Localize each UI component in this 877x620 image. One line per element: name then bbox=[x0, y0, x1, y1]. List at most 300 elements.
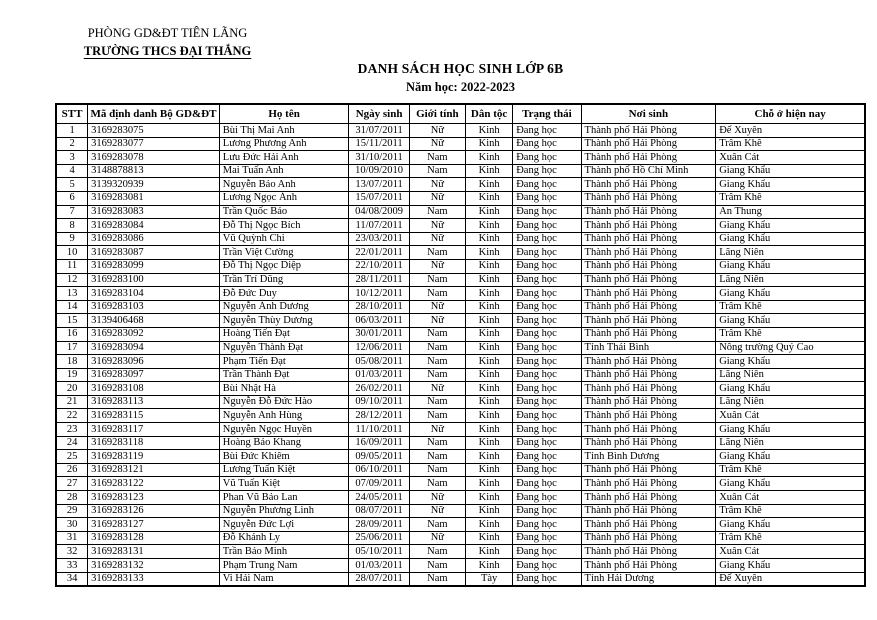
table-cell: Nữ bbox=[409, 491, 465, 505]
table-cell: Kinh bbox=[466, 124, 513, 138]
table-cell: Giang Khẩu bbox=[716, 178, 865, 192]
table-cell: 10/09/2010 bbox=[349, 164, 409, 178]
table-cell: Nam bbox=[409, 205, 465, 219]
table-row bbox=[56, 124, 865, 138]
table-cell: Thành phố Hải Phòng bbox=[581, 531, 716, 545]
table-cell: 3169283119 bbox=[88, 450, 220, 464]
table-cell: Kinh bbox=[466, 191, 513, 205]
table-cell: Kinh bbox=[466, 491, 513, 505]
table-cell: Phạm Tiến Đạt bbox=[219, 355, 349, 369]
table-cell: 3148878813 bbox=[88, 164, 220, 178]
table-cell: Nam bbox=[409, 327, 465, 341]
table-cell: Nông trường Quý Cao bbox=[716, 341, 865, 355]
table-row bbox=[56, 395, 865, 409]
table-cell: 3169283087 bbox=[88, 246, 220, 260]
table-cell: 17 bbox=[56, 341, 88, 355]
table-cell: Nam bbox=[409, 151, 465, 165]
table-cell: 13 bbox=[56, 287, 88, 301]
table-cell: Nam bbox=[409, 463, 465, 477]
table-row bbox=[56, 232, 865, 246]
table-cell: Đang học bbox=[513, 545, 581, 559]
table-cell: 3169283083 bbox=[88, 205, 220, 219]
table-cell: Thành phố Hải Phòng bbox=[581, 477, 716, 491]
table-cell: Đang học bbox=[513, 232, 581, 246]
table-cell: Mai Tuấn Anh bbox=[219, 164, 349, 178]
table-cell: 24 bbox=[56, 436, 88, 450]
column-header: Dân tộc bbox=[466, 104, 513, 124]
table-row bbox=[56, 246, 865, 260]
table-cell: Thành phố Hải Phòng bbox=[581, 287, 716, 301]
table-cell: Phạm Trung Nam bbox=[219, 559, 349, 573]
table-row bbox=[56, 314, 865, 328]
table-cell: Xuân Cát bbox=[716, 151, 865, 165]
table-cell: Vũ Tuấn Kiệt bbox=[219, 477, 349, 491]
table-cell: Giang Khẩu bbox=[716, 477, 865, 491]
table-cell: Thành phố Hải Phòng bbox=[581, 246, 716, 260]
column-header: Giới tính bbox=[409, 104, 465, 124]
table-cell: Hoàng Bảo Khang bbox=[219, 436, 349, 450]
table-cell: Thành phố Hải Phòng bbox=[581, 300, 716, 314]
table-cell: Kinh bbox=[466, 545, 513, 559]
table-cell: Nữ bbox=[409, 314, 465, 328]
table-cell: Kinh bbox=[466, 463, 513, 477]
table-row bbox=[56, 423, 865, 437]
table-cell: Lãng Niên bbox=[716, 246, 865, 260]
table-cell: Đang học bbox=[513, 368, 581, 382]
table-cell: Kinh bbox=[466, 409, 513, 423]
table-cell: Kinh bbox=[466, 368, 513, 382]
table-cell: Giang Khẩu bbox=[716, 259, 865, 273]
table-cell: Thành phố Hải Phòng bbox=[581, 151, 716, 165]
table-cell: Nam bbox=[409, 572, 465, 586]
table-cell: Giang Khẩu bbox=[716, 450, 865, 464]
table-cell: Lưu Đức Hải Anh bbox=[219, 151, 349, 165]
table-cell: Kinh bbox=[466, 246, 513, 260]
table-cell: 14 bbox=[56, 300, 88, 314]
table-cell: Trần Bảo Minh bbox=[219, 545, 349, 559]
table-cell: Kinh bbox=[466, 137, 513, 151]
table-cell: Trâm Khê bbox=[716, 137, 865, 151]
table-cell: Thành phố Hải Phòng bbox=[581, 545, 716, 559]
table-cell: Để Xuyên bbox=[716, 572, 865, 586]
table-cell: 3169283128 bbox=[88, 531, 220, 545]
table-row bbox=[56, 273, 865, 287]
table-cell: Nguyễn Ngọc Huyền bbox=[219, 423, 349, 437]
table-cell: Đang học bbox=[513, 491, 581, 505]
table-cell: Thành phố Hồ Chí Minh bbox=[581, 164, 716, 178]
table-cell: Kinh bbox=[466, 273, 513, 287]
table-cell: Đỗ Đức Duy bbox=[219, 287, 349, 301]
table-cell: Trần Quốc Bảo bbox=[219, 205, 349, 219]
table-cell: 26 bbox=[56, 463, 88, 477]
table-cell: 30/01/2011 bbox=[349, 327, 409, 341]
table-cell: Trần Thành Đạt bbox=[219, 368, 349, 382]
table-cell: 3169283075 bbox=[88, 124, 220, 138]
table-cell: Đang học bbox=[513, 151, 581, 165]
table-cell: 22/01/2011 bbox=[349, 246, 409, 260]
table-cell: Thành phố Hải Phòng bbox=[581, 382, 716, 396]
table-cell: 15/11/2011 bbox=[349, 137, 409, 151]
column-header: Ngày sinh bbox=[349, 104, 409, 124]
table-row bbox=[56, 137, 865, 151]
table-cell: 09/10/2011 bbox=[349, 395, 409, 409]
table-cell: Đang học bbox=[513, 463, 581, 477]
table-cell: 26/02/2011 bbox=[349, 382, 409, 396]
table-cell: Giang Khẩu bbox=[716, 314, 865, 328]
table-cell: Thành phố Hải Phòng bbox=[581, 232, 716, 246]
table-cell: Lương Ngọc Ánh bbox=[219, 191, 349, 205]
table-cell: Nữ bbox=[409, 178, 465, 192]
table-cell: Đang học bbox=[513, 559, 581, 573]
table-cell: 23 bbox=[56, 423, 88, 437]
table-cell: 3169283086 bbox=[88, 232, 220, 246]
table-cell: 12 bbox=[56, 273, 88, 287]
table-cell: 25 bbox=[56, 450, 88, 464]
table-cell: Thành phố Hải Phòng bbox=[581, 355, 716, 369]
table-cell: Kinh bbox=[466, 450, 513, 464]
table-cell: 25/06/2011 bbox=[349, 531, 409, 545]
table-row bbox=[56, 259, 865, 273]
table-cell: 31/10/2011 bbox=[349, 151, 409, 165]
table-cell: 3169283099 bbox=[88, 259, 220, 273]
table-cell: Đỗ Khánh Ly bbox=[219, 531, 349, 545]
table-cell: Để Xuyên bbox=[716, 124, 865, 138]
table-cell: 28/12/2011 bbox=[349, 409, 409, 423]
table-cell: 3169283121 bbox=[88, 463, 220, 477]
table-cell: Vi Hải Nam bbox=[219, 572, 349, 586]
table-cell: Kinh bbox=[466, 341, 513, 355]
table-cell: Nam bbox=[409, 450, 465, 464]
table-cell: 3169283132 bbox=[88, 559, 220, 573]
table-cell: Trâm Khê bbox=[716, 463, 865, 477]
table-row bbox=[56, 219, 865, 233]
table-cell: Nam bbox=[409, 246, 465, 260]
table-cell: 4 bbox=[56, 164, 88, 178]
table-cell: 33 bbox=[56, 559, 88, 573]
table-cell: Kinh bbox=[466, 559, 513, 573]
table-cell: 3169283084 bbox=[88, 219, 220, 233]
table-cell: Thành phố Hải Phòng bbox=[581, 395, 716, 409]
table-cell: 3169283078 bbox=[88, 151, 220, 165]
table-cell: 30 bbox=[56, 518, 88, 532]
table-cell: Kinh bbox=[466, 436, 513, 450]
column-header: STT bbox=[56, 104, 88, 124]
table-cell: Thành phố Hải Phòng bbox=[581, 436, 716, 450]
table-cell: 11 bbox=[56, 259, 88, 273]
table-cell: Thành phố Hải Phòng bbox=[581, 368, 716, 382]
table-cell: Nữ bbox=[409, 232, 465, 246]
table-cell: Thành phố Hải Phòng bbox=[581, 409, 716, 423]
table-cell: 3169283127 bbox=[88, 518, 220, 532]
table-cell: 3169283126 bbox=[88, 504, 220, 518]
table-cell: Nguyễn Thùy Dương bbox=[219, 314, 349, 328]
table-cell: Kinh bbox=[466, 151, 513, 165]
table-cell: Đang học bbox=[513, 124, 581, 138]
table-cell: Đang học bbox=[513, 436, 581, 450]
table-cell: 22/10/2011 bbox=[349, 259, 409, 273]
table-row bbox=[56, 531, 865, 545]
table-cell: Kinh bbox=[466, 300, 513, 314]
table-cell: Bùi Đức Khiêm bbox=[219, 450, 349, 464]
table-cell: Đang học bbox=[513, 246, 581, 260]
table-row bbox=[56, 559, 865, 573]
table-cell: 28/07/2011 bbox=[349, 572, 409, 586]
table-row bbox=[56, 436, 865, 450]
table-cell: Nam bbox=[409, 355, 465, 369]
table-cell: 31/07/2011 bbox=[349, 124, 409, 138]
table-cell: Đang học bbox=[513, 191, 581, 205]
table-cell: 13/07/2011 bbox=[349, 178, 409, 192]
table-cell: 3169283123 bbox=[88, 491, 220, 505]
table-cell: 28/11/2011 bbox=[349, 273, 409, 287]
table-cell: 12/06/2011 bbox=[349, 341, 409, 355]
table-cell: Nguyễn Đỗ Đức Hào bbox=[219, 395, 349, 409]
table-cell: 28/10/2011 bbox=[349, 300, 409, 314]
table-cell: Tỉnh Hải Dương bbox=[581, 572, 716, 586]
table-cell: Đang học bbox=[513, 341, 581, 355]
table-cell: Lãng Niên bbox=[716, 395, 865, 409]
table-cell: Đang học bbox=[513, 504, 581, 518]
table-cell: Nữ bbox=[409, 259, 465, 273]
table-cell: Vũ Quỳnh Chi bbox=[219, 232, 349, 246]
table-cell: 34 bbox=[56, 572, 88, 586]
table-cell: Kinh bbox=[466, 504, 513, 518]
table-cell: 05/08/2011 bbox=[349, 355, 409, 369]
table-cell: Lương Phương Anh bbox=[219, 137, 349, 151]
table-cell: Thành phố Hải Phòng bbox=[581, 559, 716, 573]
table-cell: Kinh bbox=[466, 287, 513, 301]
document-title: DANH SÁCH HỌC SINH LỚP 6B bbox=[357, 61, 564, 76]
table-cell: An Thung bbox=[716, 205, 865, 219]
table-cell: 31 bbox=[56, 531, 88, 545]
table-cell: Đang học bbox=[513, 273, 581, 287]
table-cell: 3169283081 bbox=[88, 191, 220, 205]
table-cell: 3169283108 bbox=[88, 382, 220, 396]
table-cell: Nam bbox=[409, 436, 465, 450]
table-cell: Thành phố Hải Phòng bbox=[581, 327, 716, 341]
table-cell: Trâm Khê bbox=[716, 531, 865, 545]
table-cell: Nữ bbox=[409, 300, 465, 314]
table-cell: Đang học bbox=[513, 477, 581, 491]
table-cell: Kinh bbox=[466, 355, 513, 369]
table-cell: 10/12/2011 bbox=[349, 287, 409, 301]
table-cell: Nguyễn Đức Lợi bbox=[219, 518, 349, 532]
table-cell: Lãng Niên bbox=[716, 368, 865, 382]
table-cell: 01/03/2011 bbox=[349, 559, 409, 573]
table-cell: 2 bbox=[56, 137, 88, 151]
table-cell: Nữ bbox=[409, 504, 465, 518]
table-cell: Đang học bbox=[513, 164, 581, 178]
table-cell: Đang học bbox=[513, 259, 581, 273]
table-cell: 7 bbox=[56, 205, 88, 219]
column-header: Trạng thái bbox=[513, 104, 581, 124]
table-cell: Đỗ Thị Ngọc Diệp bbox=[219, 259, 349, 273]
table-cell: 08/07/2011 bbox=[349, 504, 409, 518]
table-cell: Đang học bbox=[513, 518, 581, 532]
column-header: Chỗ ở hiện nay bbox=[716, 104, 865, 124]
table-cell: Đang học bbox=[513, 409, 581, 423]
table-row bbox=[56, 518, 865, 532]
header-row bbox=[56, 104, 865, 124]
table-cell: 3169283131 bbox=[88, 545, 220, 559]
school-year-subtitle: Năm học: 2022-2023 bbox=[405, 79, 515, 94]
table-cell: Thành phố Hải Phòng bbox=[581, 504, 716, 518]
table-cell: Đang học bbox=[513, 219, 581, 233]
column-header: Mã định danh Bộ GD&ĐT bbox=[88, 104, 220, 124]
table-cell: Kinh bbox=[466, 327, 513, 341]
table-cell: Thành phố Hải Phòng bbox=[581, 259, 716, 273]
table-cell: Đang học bbox=[513, 395, 581, 409]
table-cell: 5 bbox=[56, 178, 88, 192]
table-cell: Nam bbox=[409, 341, 465, 355]
table-cell: 3169283100 bbox=[88, 273, 220, 287]
student-table bbox=[55, 103, 866, 587]
table-cell: 1 bbox=[56, 124, 88, 138]
table-cell: Trâm Khê bbox=[716, 504, 865, 518]
table-cell: Xuân Cát bbox=[716, 545, 865, 559]
table-row bbox=[56, 572, 865, 586]
table-cell: Kinh bbox=[466, 259, 513, 273]
table-cell: 22 bbox=[56, 409, 88, 423]
table-cell: Kinh bbox=[466, 423, 513, 437]
table-cell: Trần Việt Cường bbox=[219, 246, 349, 260]
table-cell: Giang Khẩu bbox=[716, 232, 865, 246]
table-cell: Tày bbox=[466, 572, 513, 586]
table-cell: Kinh bbox=[466, 205, 513, 219]
school-name: TRƯỜNG THCS ĐẠI THẮNG bbox=[83, 44, 252, 59]
table-cell: 3139320939 bbox=[88, 178, 220, 192]
table-row bbox=[56, 382, 865, 396]
table-cell: Nam bbox=[409, 287, 465, 301]
table-cell: Nam bbox=[409, 518, 465, 532]
table-cell: Nam bbox=[409, 395, 465, 409]
table-row bbox=[56, 164, 865, 178]
table-cell: 01/03/2011 bbox=[349, 368, 409, 382]
table-cell: Trâm Khê bbox=[716, 327, 865, 341]
table-cell: Lãng Niên bbox=[716, 436, 865, 450]
table-cell: Thành phố Hải Phòng bbox=[581, 314, 716, 328]
table-header bbox=[56, 104, 865, 124]
table-cell: Kinh bbox=[466, 518, 513, 532]
table-cell: 18 bbox=[56, 355, 88, 369]
table-body bbox=[56, 124, 865, 587]
table-cell: 3169283097 bbox=[88, 368, 220, 382]
table-cell: Đang học bbox=[513, 423, 581, 437]
table-cell: 27 bbox=[56, 477, 88, 491]
table-cell: Kinh bbox=[466, 314, 513, 328]
table-cell: 3169283104 bbox=[88, 287, 220, 301]
table-cell: Đang học bbox=[513, 572, 581, 586]
table-cell: 9 bbox=[56, 232, 88, 246]
table-cell: 3169283118 bbox=[88, 436, 220, 450]
table-cell: Nam bbox=[409, 559, 465, 573]
table-cell: Giang Khẩu bbox=[716, 559, 865, 573]
table-row bbox=[56, 450, 865, 464]
table-cell: Giang Khẩu bbox=[716, 518, 865, 532]
table-cell: Nguyễn Thành Đạt bbox=[219, 341, 349, 355]
table-cell: 19 bbox=[56, 368, 88, 382]
table-cell: 3169283113 bbox=[88, 395, 220, 409]
table-cell: 3169283096 bbox=[88, 355, 220, 369]
table-cell: Thành phố Hải Phòng bbox=[581, 463, 716, 477]
table-cell: Thành phố Hải Phòng bbox=[581, 205, 716, 219]
table-cell: Giang Khẩu bbox=[716, 355, 865, 369]
table-cell: Thành phố Hải Phòng bbox=[581, 423, 716, 437]
table-cell: Xuân Cát bbox=[716, 491, 865, 505]
table-cell: Nam bbox=[409, 409, 465, 423]
table-cell: Nữ bbox=[409, 124, 465, 138]
table-cell: Trâm Khê bbox=[716, 191, 865, 205]
table-cell: Thành phố Hải Phòng bbox=[581, 273, 716, 287]
table-cell: 23/03/2011 bbox=[349, 232, 409, 246]
table-cell: Kinh bbox=[466, 164, 513, 178]
table-cell: 09/05/2011 bbox=[349, 450, 409, 464]
table-cell: Đang học bbox=[513, 287, 581, 301]
table-cell: Kinh bbox=[466, 232, 513, 246]
table-cell: Nữ bbox=[409, 191, 465, 205]
table-cell: Nguyễn Bảo Anh bbox=[219, 178, 349, 192]
table-cell: Kinh bbox=[466, 382, 513, 396]
table-cell: 3169283133 bbox=[88, 572, 220, 586]
column-header: Họ tên bbox=[219, 104, 349, 124]
table-row bbox=[56, 191, 865, 205]
table-cell: Thành phố Hải Phòng bbox=[581, 518, 716, 532]
table-cell: Đang học bbox=[513, 178, 581, 192]
table-cell: Đang học bbox=[513, 531, 581, 545]
table-cell: Nữ bbox=[409, 382, 465, 396]
table-cell: Thành phố Hải Phòng bbox=[581, 137, 716, 151]
table-cell: Giang Khẩu bbox=[716, 382, 865, 396]
table-row bbox=[56, 205, 865, 219]
title-block bbox=[55, 60, 866, 95]
table-row bbox=[56, 368, 865, 382]
table-cell: 10 bbox=[56, 246, 88, 260]
table-cell: Đang học bbox=[513, 382, 581, 396]
table-cell: 24/05/2011 bbox=[349, 491, 409, 505]
table-cell: Nam bbox=[409, 477, 465, 491]
table-cell: Thành phố Hải Phòng bbox=[581, 178, 716, 192]
table-cell: Kinh bbox=[466, 477, 513, 491]
table-cell: Đỗ Thị Ngọc Bích bbox=[219, 219, 349, 233]
table-cell: Giang Khẩu bbox=[716, 423, 865, 437]
table-cell: 16/09/2011 bbox=[349, 436, 409, 450]
table-row bbox=[56, 327, 865, 341]
table-cell: Tỉnh Bình Dương bbox=[581, 450, 716, 464]
table-cell: Nam bbox=[409, 164, 465, 178]
table-cell: Lãng Niên bbox=[716, 273, 865, 287]
table-row bbox=[56, 409, 865, 423]
table-cell: Tỉnh Thái Bình bbox=[581, 341, 716, 355]
table-row bbox=[56, 491, 865, 505]
table-cell: 06/10/2011 bbox=[349, 463, 409, 477]
table-cell: Đang học bbox=[513, 314, 581, 328]
table-cell: 3139406468 bbox=[88, 314, 220, 328]
table-cell: 6 bbox=[56, 191, 88, 205]
table-cell: 28 bbox=[56, 491, 88, 505]
table-row bbox=[56, 178, 865, 192]
table-cell: Đang học bbox=[513, 327, 581, 341]
table-cell: Xuân Cát bbox=[716, 409, 865, 423]
table-cell: 32 bbox=[56, 545, 88, 559]
table-cell: Nữ bbox=[409, 219, 465, 233]
table-cell: 15/07/2011 bbox=[349, 191, 409, 205]
table-cell: 15 bbox=[56, 314, 88, 328]
table-cell: Thành phố Hải Phòng bbox=[581, 491, 716, 505]
table-cell: Trần Trí Dũng bbox=[219, 273, 349, 287]
table-cell: Nguyễn Phương Linh bbox=[219, 504, 349, 518]
table-cell: Nữ bbox=[409, 423, 465, 437]
table-cell: Thành phố Hải Phòng bbox=[581, 191, 716, 205]
